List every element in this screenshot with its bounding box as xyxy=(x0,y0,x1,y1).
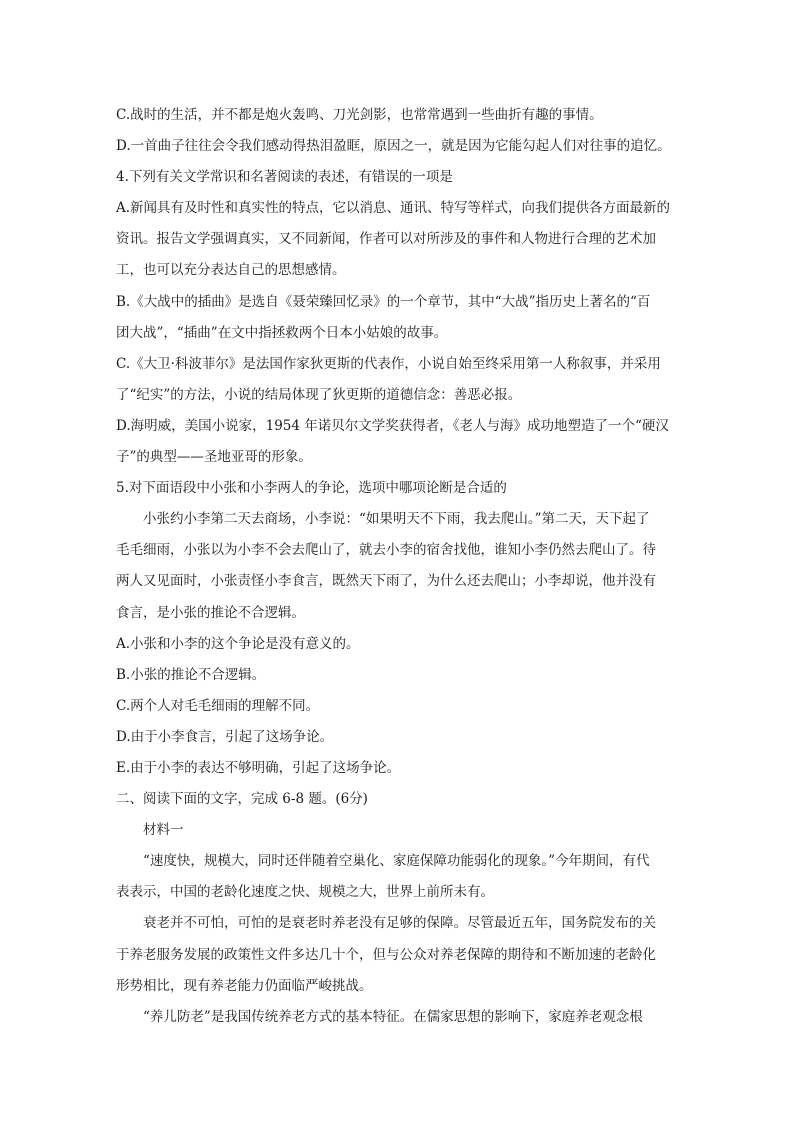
material-paragraph-1-line-1: “速度快，规模大，同时还伴随着空巢化、家庭保障功能弱化的现象。”今年期间，有代 xyxy=(143,853,650,870)
q4-option-c-line-1: C.《大卫·科波菲尔》是法国作家狄更斯的代表作，小说自始至终采用第一人称叙事，并采用 xyxy=(116,355,661,372)
q4-option-d-line-2: 子”的典型——圣地亚哥的形象。 xyxy=(116,449,312,466)
q4-option-a-line-1: A.新闻具有及时性和真实性的特点，它以消息、通讯、特写等样式，向我们提供各方面最新的 xyxy=(116,200,671,217)
document-page xyxy=(116,100,680,1033)
material-1-label: 材料一 xyxy=(143,822,184,839)
q4-option-c-line-2: 了“纪实”的方法，小说的结局体现了狄更斯的道德信念：善恶必报。 xyxy=(116,386,522,403)
q5-passage-line-4: 食言，是小张的推论不合逻辑。 xyxy=(116,604,305,621)
q5-passage-line-1: 小张约小李第二天去商场，小李说：“如果明天不下雨，我去爬山。”第二天，天下起了 xyxy=(143,511,650,528)
material-paragraph-3-line-1: “养儿防老”是我国传统养老方式的基本特征。在儒家思想的影响下，家庭养老观念根 xyxy=(143,1008,643,1025)
material-paragraph-2-line-3: 形势相比，现有养老能力仍面临严峻挑战。 xyxy=(116,977,373,994)
q5-option-e: E.由于小李的表达不够明确，引起了这场争论。 xyxy=(116,759,401,776)
section-2-heading: 二、阅读下面的文字，完成 6-8 题。(6分) xyxy=(116,791,368,808)
option-d-line: D.一首曲子往往会令我们感动得热泪盈眶，原因之一，就是因为它能勾起人们对往事的追忆。 xyxy=(116,138,671,155)
question-5-stem: 5.对下面语段中小张和小李两人的争论，选项中哪项论断是合适的 xyxy=(116,480,507,497)
material-paragraph-1-line-2: 表表示，中国的老龄化速度之快、规模之大，世界上前所未有。 xyxy=(116,884,494,901)
q4-option-b-line-1: B.《大战中的插曲》是选自《聂荣臻回忆录》的一个章节，其中“大战”指历史上著名的“百 xyxy=(116,293,651,310)
question-4-stem: 4.下列有关文学常识和名著阅读的表述，有错误的一项是 xyxy=(116,169,453,186)
material-paragraph-2-line-1: 衰老并不可怕，可怕的是衰老时养老没有足够的保障。尽管最近五年，国务院发布的关 xyxy=(143,915,656,932)
q4-option-b-line-2: 团大战”，“插曲”在文中指拯救两个日本小姑娘的故事。 xyxy=(116,324,448,341)
q5-option-b: B.小张的推论不合逻辑。 xyxy=(116,666,266,683)
material-paragraph-2-line-2: 于养老服务发展的政策性文件多达几十个，但与公众对养老保障的期待和不断加速的老龄化 xyxy=(116,946,656,963)
q4-option-a-line-3: 工，也可以充分表达自己的思想感情。 xyxy=(116,262,346,279)
q5-option-c: C.两个人对毛毛细雨的理解不同。 xyxy=(116,697,320,714)
q5-passage-line-2: 毛毛细雨，小张以为小李不会去爬山了，就去小李的宿舍找他，谁知小李仍然去爬山了。待 xyxy=(116,542,656,559)
q4-option-a-line-2: 资讯。报告文学强调真实，又不同新闻，作者可以对所涉及的事件和人物进行合理的艺术加 xyxy=(116,231,656,248)
q4-option-d-line-1: D.海明威，美国小说家，1954 年诺贝尔文学奖获得者，《老人与海》成功地塑造了一个“硬汉 xyxy=(116,417,669,434)
q5-passage-line-3: 两人又见面时，小张责怪小李食言，既然天下雨了，为什么还去爬山；小李却说，他并没有 xyxy=(116,573,656,590)
q5-option-d: D.由于小李食言，引起了这场争论。 xyxy=(116,728,334,745)
option-c-line: C.战时的生活，并不都是炮火轰鸣、刀光剑影，也常常遇到一些曲折有趣的事情。 xyxy=(116,107,603,123)
q5-option-a: A.小张和小李的这个争论是没有意义的。 xyxy=(116,635,360,652)
